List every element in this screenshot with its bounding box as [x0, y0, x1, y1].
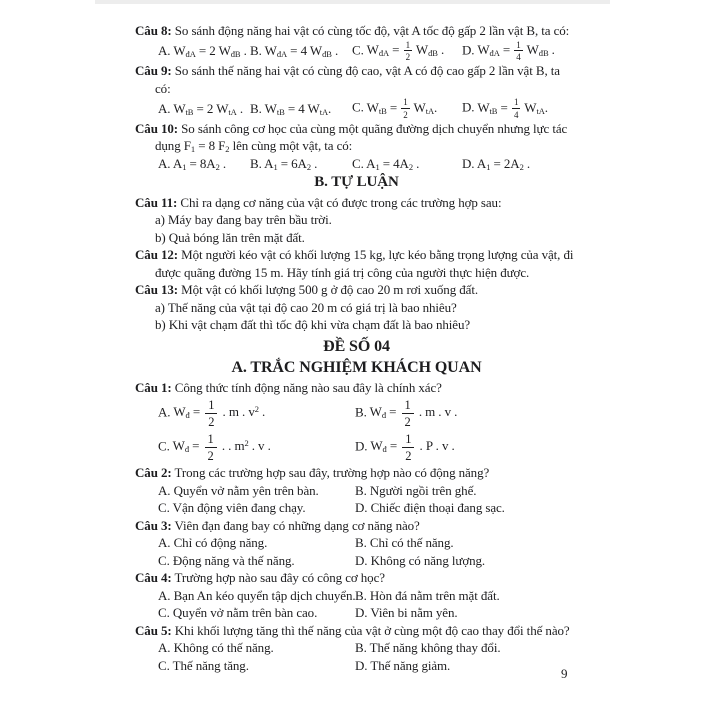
question-label: Câu 13:	[135, 282, 178, 298]
subscript: đ	[382, 444, 387, 455]
subscript: tA	[228, 106, 237, 117]
question-subitem: a) Thế năng của vật tại độ cao 20 m có giá trị là bao nhiêu?	[155, 299, 457, 315]
subscript: tB	[489, 105, 498, 116]
options-row	[135, 430, 578, 464]
answer-option	[355, 587, 500, 605]
subscript: đA	[185, 49, 196, 60]
superscript: 2	[244, 438, 249, 449]
options-row	[135, 587, 578, 605]
subscript: 1	[375, 161, 380, 172]
answer-option	[355, 499, 505, 517]
question-text: Trường hợp nào sau đây có công cơ học?	[171, 570, 385, 586]
option-letter: C.	[352, 99, 364, 115]
option-letter: D.	[355, 552, 368, 568]
fraction: $\frac{1}{2}$	[402, 432, 414, 463]
option-text: Hòn đá nằm trên mặt đất.	[366, 587, 500, 603]
options-row	[135, 552, 578, 570]
question-text: Một vật có khối lượng 500 g ở độ cao 20 m rơi xuống đất.	[178, 282, 478, 298]
answer-option	[250, 42, 352, 60]
answer-option	[158, 482, 355, 500]
option-text: Không có thế năng.	[170, 640, 274, 656]
option-text: Quyển vở nằm trên bàn cao.	[169, 605, 318, 621]
subscript: tA	[425, 105, 435, 116]
option-text: $A_1 = 4A_2$ .	[363, 155, 420, 172]
option-text: Thế năng giảm.	[367, 657, 451, 673]
question	[135, 281, 578, 299]
answer-option	[355, 482, 476, 500]
answer-option	[158, 432, 355, 463]
question-text: So sánh công cơ học của cùng một quãng đường dịch chuyển nhưng lực tác dụng $F_1 = 8$ $F_2$ lên cùng một vật, ta có:	[155, 120, 568, 155]
option-letter: A.	[158, 482, 171, 498]
question-label: Câu 1:	[135, 379, 172, 395]
answer-option	[158, 398, 355, 429]
options-row	[135, 155, 578, 173]
option-letter: D.	[355, 438, 368, 454]
fraction: $\frac{1}{2}$	[405, 39, 410, 62]
question	[135, 622, 578, 640]
option-text: $W_đ$ = $\frac{1}{2}$ . m . $v^2$ .	[170, 397, 266, 429]
subscript: 2	[306, 161, 312, 172]
subscript: đ	[185, 410, 190, 421]
answer-option	[352, 97, 462, 120]
option-text: Viên bi nằm yên.	[367, 605, 458, 621]
subscript: đB	[428, 47, 438, 58]
option-letter: A.	[158, 43, 171, 59]
question-label: Câu 4:	[135, 570, 172, 586]
subscript: 1	[273, 161, 278, 172]
option-text: $W_{đA}$ = $\frac{1}{2}$ $W_{đB}$ .	[363, 39, 445, 62]
option-letter: B.	[355, 640, 367, 656]
subscript: 1	[486, 161, 491, 172]
answer-option	[462, 97, 548, 120]
subscript: 2	[519, 161, 524, 172]
question-label: Câu 3:	[135, 517, 172, 533]
option-text: $W_{tB}$ = $\frac{1}{4}$ $W_{tA}$.	[474, 97, 548, 120]
page-number: 9	[561, 666, 568, 681]
options-row	[135, 657, 578, 675]
option-letter: C.	[158, 657, 170, 673]
option-text: Chiếc điện thoại đang sạc.	[367, 500, 505, 516]
question	[135, 379, 578, 397]
answer-option	[158, 42, 250, 60]
option-text: $W_đ$ = $\frac{1}{2}$ . P . v .	[367, 431, 455, 463]
subscript: tB	[185, 106, 194, 117]
answer-option	[462, 155, 530, 173]
fraction: $\frac{1}{2}$	[402, 398, 414, 429]
answer-option	[158, 552, 355, 570]
option-letter: B.	[355, 535, 367, 551]
section-heading: B. TỰ LUẬN	[314, 174, 399, 191]
answer-option	[158, 100, 250, 118]
option-text: Bạn An kéo quyển tập dịch chuyển.	[170, 587, 356, 603]
document-content	[135, 22, 578, 674]
question	[135, 194, 578, 212]
answer-option	[158, 657, 355, 675]
option-letter: C.	[158, 552, 170, 568]
fraction: $\frac{1}{2}$	[205, 398, 217, 429]
answer-option	[355, 552, 485, 570]
option-text: $W_{đA}$ = $\frac{1}{4}$ $W_{đB}$ .	[474, 39, 555, 62]
options-row	[135, 396, 578, 430]
option-letter: B.	[250, 100, 262, 116]
option-letter: A.	[158, 535, 171, 551]
subscript: 1	[190, 144, 196, 155]
option-text: Động năng và thế năng.	[169, 552, 295, 568]
subscript: đA	[276, 49, 288, 60]
answer-option	[355, 657, 450, 675]
option-letter: A.	[158, 640, 171, 656]
option-text: $W_{tB}$ = $\frac{1}{2}$ $W_{tA}$.	[363, 97, 438, 120]
subscript: tA	[536, 105, 545, 116]
answer-option	[158, 587, 355, 605]
subscript: đA	[378, 47, 390, 58]
answer-option	[250, 155, 352, 173]
option-text: $W_đ$ = $\frac{1}{2}$ . m . v .	[366, 397, 458, 429]
option-text: Chỉ có thế năng.	[366, 535, 454, 551]
question-text: Một người kéo vật có khối lượng 15 kg, lực kéo bằng trọng lượng của vật, đi được quãng đường 15 m. Hãy tính giá trị công của người thực hiện được.	[155, 247, 574, 280]
question-label: Câu 12:	[135, 247, 178, 263]
option-letter: A.	[158, 100, 171, 116]
question-subitem: b) Quả bóng lăn trên mặt đất.	[155, 229, 305, 245]
answer-option	[352, 155, 462, 173]
option-letter: C.	[352, 41, 364, 57]
question-text: So sánh thế năng hai vật có cùng độ cao, vật A có độ cao gấp 2 lần vật B, ta có:	[155, 63, 560, 96]
subscript: đB	[322, 49, 332, 60]
question-label: Câu 5:	[135, 622, 172, 638]
subscript: đB	[230, 49, 241, 60]
option-letter: C.	[158, 500, 170, 516]
question-text: Chỉ ra dạng cơ năng của vật có được trong các trường hợp sau:	[177, 194, 502, 210]
option-letter: A.	[158, 587, 171, 603]
options-row	[135, 534, 578, 552]
options-row	[135, 40, 578, 63]
option-text: $W_{đA} = 4$ $W_{đB}$ .	[261, 43, 339, 60]
option-letter: D.	[355, 500, 368, 516]
question-text: Viên đạn đang bay có những dạng cơ năng nào?	[171, 517, 420, 533]
question-label: Câu 2:	[135, 465, 172, 481]
subscript: 2	[225, 144, 230, 155]
option-letter: C.	[158, 605, 170, 621]
question-text: So sánh động năng hai vật có cùng tốc độ, vật A tốc độ gấp 2 lần vật B, ta có:	[171, 23, 570, 38]
options-row	[135, 639, 578, 657]
option-letter: B.	[250, 43, 262, 59]
answer-option	[355, 432, 455, 463]
option-letter: B.	[355, 482, 367, 498]
subscript: tB	[378, 105, 387, 116]
option-text: Thế năng không thay đổi.	[366, 640, 501, 656]
fraction: $\frac{1}{2}$	[403, 97, 408, 120]
superscript: 2	[254, 404, 259, 415]
option-text: $A_1 = 6A_2$ .	[261, 155, 318, 172]
question	[135, 62, 578, 97]
question-subitem: b) Khi vật chạm đất thì tốc độ khi vừa chạm đất là bao nhiêu?	[155, 317, 471, 333]
question-label: Câu 9:	[135, 63, 172, 79]
section-heading: A. TRẮC NGHIỆM KHÁCH QUAN	[231, 359, 482, 377]
answer-option	[158, 534, 355, 552]
answer-option	[352, 40, 462, 63]
answer-option	[355, 534, 454, 552]
question-label: Câu 10:	[135, 120, 178, 136]
answer-option	[355, 398, 457, 429]
question-text: Công thức tính động năng nào sau đây là chính xác?	[171, 379, 442, 395]
option-letter: B.	[250, 155, 262, 171]
section-heading: ĐỀ SỐ 04	[323, 337, 390, 355]
options-row	[135, 482, 578, 500]
question	[135, 22, 578, 40]
question-label: Câu 8:	[135, 23, 172, 38]
question	[135, 120, 578, 155]
option-letter: D.	[462, 99, 475, 115]
question	[135, 517, 578, 535]
answer-option	[462, 40, 555, 63]
option-letter: C.	[352, 155, 364, 171]
question	[135, 569, 578, 587]
option-text: $W_{tB} = 2$ $W_{tA}$ .	[170, 100, 244, 117]
option-text: $A_1 = 2A_2$ .	[474, 155, 531, 172]
option-text: Người ngồi trên ghế.	[366, 482, 477, 498]
answer-option	[158, 499, 355, 517]
option-text: Không có năng lượng.	[367, 552, 486, 568]
option-text: $W_{tB} = 4$ $W_{tA}$.	[261, 100, 332, 117]
option-letter: D.	[355, 605, 368, 621]
option-letter: A.	[158, 155, 171, 171]
options-row	[135, 97, 578, 120]
subscript: đ	[381, 410, 386, 421]
question-text: Khi khối lượng tăng thì thế năng của vật ở cùng một độ cao thay đổi thế nào?	[171, 622, 570, 638]
option-text: Quyển vở nằm yên trên bàn.	[170, 482, 319, 498]
question-subitem: a) Máy bay đang bay trên bầu trời.	[155, 212, 332, 228]
option-letter: D.	[462, 41, 475, 57]
fraction: $\frac{1}{2}$	[205, 432, 217, 463]
question	[135, 464, 578, 482]
question-text: Trong các trường hợp sau đây, trường hợp nào có động năng?	[171, 465, 490, 481]
option-letter: C.	[158, 438, 170, 454]
question-label: Câu 11:	[135, 194, 178, 210]
option-letter: D.	[355, 657, 368, 673]
option-letter: B.	[355, 587, 367, 603]
answer-option	[158, 155, 250, 173]
subscript: 1	[182, 161, 187, 172]
subscript: đA	[489, 47, 500, 58]
scan-artifact	[95, 0, 610, 4]
fraction: $\frac{1}{4}$	[513, 97, 519, 120]
answer-option	[158, 604, 355, 622]
option-text: Chỉ có động năng.	[170, 535, 268, 551]
subscript: 2	[408, 161, 414, 172]
fraction: $\frac{1}{4}$	[516, 39, 521, 62]
option-text: $W_{đA} = 2$ $W_{đB}$ .	[170, 43, 247, 60]
answer-option	[355, 639, 500, 657]
option-text: Thế năng tăng.	[169, 657, 249, 673]
options-row	[135, 604, 578, 622]
subscript: tB	[276, 106, 285, 117]
subscript: đ	[184, 444, 189, 455]
option-letter: D.	[462, 155, 475, 171]
options-row	[135, 499, 578, 517]
answer-option	[250, 100, 352, 118]
answer-option	[158, 639, 355, 657]
option-text: $A_1 = 8A_2$ .	[170, 155, 227, 172]
option-letter: A.	[158, 404, 171, 420]
option-text: Vận động viên đang chạy.	[169, 500, 306, 516]
option-letter: B.	[355, 404, 367, 420]
subscript: 2	[215, 161, 220, 172]
option-text: $W_đ$ = $\frac{1}{2}$ . . $m^2$ . v .	[169, 431, 271, 463]
subscript: tA	[319, 106, 329, 117]
question	[135, 246, 578, 281]
answer-option	[355, 604, 458, 622]
subscript: đB	[538, 47, 549, 58]
